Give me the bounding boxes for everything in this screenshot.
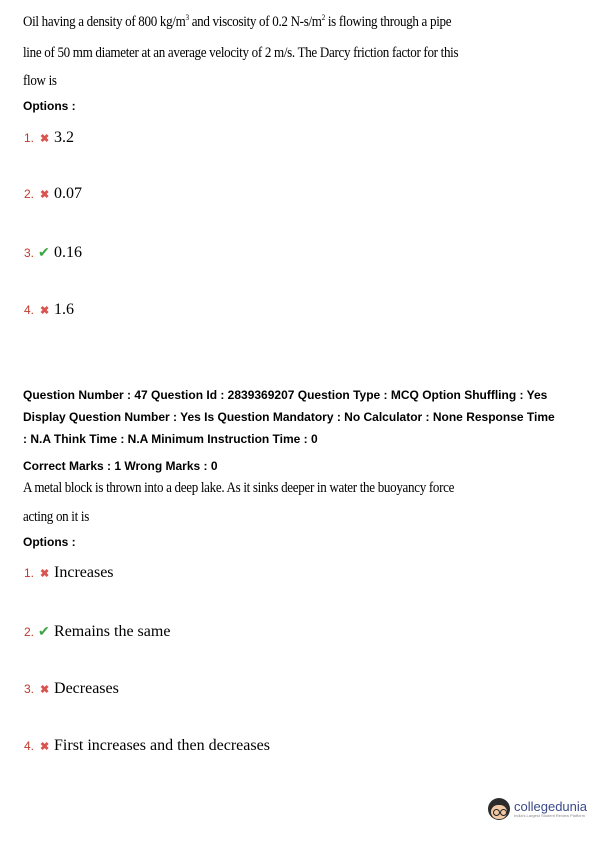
option-4 xyxy=(24,301,74,319)
collegedunia-logo xyxy=(488,798,587,820)
option-1 xyxy=(24,564,114,582)
option-text: First increases and then decreases xyxy=(54,737,270,754)
option-4 xyxy=(24,737,270,755)
options-label: Options : xyxy=(23,535,76,549)
option-text: Decreases xyxy=(54,680,119,697)
options-label: Options : xyxy=(23,99,76,113)
option-number: 3. xyxy=(24,682,35,696)
question1-text-line3: flow is xyxy=(23,73,57,89)
check-icon: ✔ xyxy=(38,245,50,261)
option-number: 4. xyxy=(24,739,35,753)
question2-text-line2: acting on it is xyxy=(23,509,89,525)
option-number: 2. xyxy=(24,625,35,639)
cross-icon: ✖ xyxy=(40,188,50,201)
option-3 xyxy=(24,680,119,698)
cross-icon: ✖ xyxy=(40,683,50,696)
cross-icon: ✖ xyxy=(40,132,50,145)
option-number: 1. xyxy=(24,566,35,580)
option-number: 1. xyxy=(24,131,35,145)
option-3 xyxy=(24,244,82,262)
option-number: 3. xyxy=(24,246,35,260)
question2-text-line1: A metal block is thrown into a deep lake. As it sinks deeper in water the buoyancy force xyxy=(23,480,455,496)
option-text: 1.6 xyxy=(54,301,75,318)
logo-name: collegedunia xyxy=(514,799,588,814)
option-text: Increases xyxy=(54,564,114,581)
option-number: 4. xyxy=(24,303,35,317)
question-meta-line1: Question Number : 47 Question Id : 2839369207 Question Type : MCQ Option Shuffling : Yes xyxy=(23,388,548,402)
logo-tagline: India's Largest Student Review Platform xyxy=(514,813,586,818)
mascot-icon xyxy=(488,798,510,820)
option-text: 0.07 xyxy=(54,185,83,202)
option-1 xyxy=(24,129,74,147)
option-text: 3.2 xyxy=(54,129,75,146)
cross-icon: ✖ xyxy=(40,740,50,753)
question1-text-line2: line of 50 mm diameter at an average velocity of 2 m/s. The Darcy friction factor for this xyxy=(23,45,459,61)
option-number: 2. xyxy=(24,187,35,201)
option-text: 0.16 xyxy=(54,244,83,261)
option-2 xyxy=(24,185,82,203)
question-meta-line3: : N.A Think Time : N.A Minimum Instruction Time : 0 xyxy=(23,432,318,446)
question-meta-line2: Display Question Number : Yes Is Question Mandatory : No Calculator : None Response Time xyxy=(23,410,555,424)
question1-text-line1: Oil having a density of 800 $kg/m^3$ and viscosity of 0.2 $N-s/m^2$ is flowing through a pipe xyxy=(23,13,452,30)
marks-line: Correct Marks : 1 Wrong Marks : 0 xyxy=(23,459,218,473)
cross-icon: ✖ xyxy=(40,567,50,580)
cross-icon: ✖ xyxy=(40,304,50,317)
option-2 xyxy=(24,623,170,641)
check-icon: ✔ xyxy=(38,624,50,640)
option-text: Remains the same xyxy=(54,623,171,640)
